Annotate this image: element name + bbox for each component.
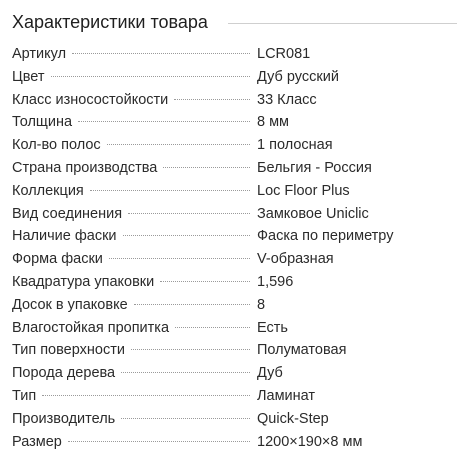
- spec-row: [12, 111, 457, 134]
- spec-label: Страна производства: [12, 159, 158, 176]
- dotted-leader: [175, 327, 250, 328]
- spec-label-cell: [12, 248, 253, 271]
- spec-label: Класс износостойкости: [12, 91, 169, 108]
- dotted-leader: [134, 304, 250, 305]
- spec-row: [12, 271, 457, 294]
- spec-value: Ламинат: [257, 387, 316, 404]
- dotted-leader: [160, 281, 250, 282]
- spec-value: LCR081: [257, 46, 311, 62]
- spec-value: Бельгия - Россия: [257, 159, 372, 176]
- section-header: [12, 8, 457, 36]
- spec-label-cell: [12, 43, 253, 66]
- spec-label: Толщина: [12, 114, 73, 131]
- spec-value: Дуб русский: [257, 68, 339, 85]
- spec-row: [12, 134, 457, 157]
- spec-label: Тип поверхности: [12, 342, 125, 359]
- dotted-leader: [128, 213, 250, 214]
- spec-label: Цвет: [12, 68, 45, 85]
- dotted-leader: [107, 144, 250, 145]
- spec-label-cell: [12, 157, 253, 180]
- dotted-leader: [51, 76, 251, 77]
- section-title: Характеристики товара: [12, 12, 208, 32]
- spec-label: Вид соединения: [12, 205, 123, 222]
- spec-label: Порода дерева: [12, 365, 116, 382]
- spec-label-cell: [12, 294, 253, 317]
- spec-label-cell: [12, 111, 253, 134]
- spec-row: [12, 89, 457, 112]
- spec-row: [12, 66, 457, 89]
- spec-row: [12, 157, 457, 180]
- dotted-leader: [174, 99, 250, 100]
- spec-row: [12, 317, 457, 340]
- spec-label-cell: [12, 362, 253, 385]
- dotted-leader: [121, 372, 250, 373]
- spec-label-cell: [12, 89, 253, 112]
- spec-row: [12, 248, 457, 271]
- spec-row: [12, 43, 457, 66]
- spec-label: Наличие фаски: [12, 228, 117, 245]
- spec-value: 8 мм: [257, 114, 290, 131]
- spec-label: Форма фаски: [12, 251, 103, 268]
- spec-label: Досок в упаковке: [12, 296, 128, 313]
- spec-value: Дуб: [257, 365, 283, 382]
- spec-value: 1200×190×8 мм: [257, 433, 363, 450]
- spec-label: Коллекция: [12, 182, 84, 199]
- spec-row: [12, 385, 457, 408]
- spec-label-cell: [12, 317, 253, 340]
- title-divider: [228, 23, 457, 24]
- spec-row: [12, 225, 457, 248]
- spec-label-cell: [12, 385, 253, 408]
- spec-value: 1 полосная: [257, 137, 333, 154]
- spec-value: 1,596: [257, 273, 294, 290]
- spec-label-cell: [12, 180, 253, 203]
- spec-label: Квадратура упаковки: [12, 273, 155, 290]
- spec-value: Фаска по периметру: [257, 228, 394, 245]
- spec-label-cell: [12, 225, 253, 248]
- dotted-leader: [131, 349, 250, 350]
- spec-label-cell: [12, 271, 253, 294]
- spec-row: [12, 362, 457, 385]
- spec-label: Производитель: [12, 410, 116, 427]
- spec-row: [12, 339, 457, 362]
- dotted-leader: [78, 121, 250, 122]
- spec-label: Размер: [12, 433, 62, 450]
- spec-value: Quick-Step: [257, 410, 329, 427]
- dotted-leader: [72, 53, 250, 54]
- dotted-leader: [121, 418, 250, 419]
- spec-row: [12, 180, 457, 203]
- spec-value: V-образная: [257, 251, 334, 268]
- spec-label-cell: [12, 66, 253, 89]
- spec-value: Loc Floor Plus: [257, 182, 350, 199]
- spec-row: [12, 294, 457, 317]
- spec-label-cell: [12, 203, 253, 226]
- spec-label: Тип: [12, 387, 37, 404]
- spec-value: 8: [257, 296, 266, 313]
- spec-row: [12, 203, 457, 226]
- spec-label: Кол-во полос: [12, 137, 101, 154]
- dotted-leader: [163, 167, 250, 168]
- spec-label-cell: [12, 431, 253, 453]
- spec-row: [12, 431, 457, 453]
- spec-value: Замковое Uniclic: [257, 205, 369, 222]
- dotted-leader: [90, 190, 250, 191]
- spec-label: Влагостойкая пропитка: [12, 319, 170, 336]
- dotted-leader: [123, 235, 250, 236]
- spec-value: 33 Класс: [257, 91, 317, 108]
- dotted-leader: [109, 258, 250, 259]
- spec-row: [12, 408, 457, 431]
- spec-value: Есть: [257, 319, 288, 336]
- specs-list: [12, 43, 457, 453]
- dotted-leader: [42, 395, 250, 396]
- spec-value: Полуматовая: [257, 342, 347, 359]
- spec-label-cell: [12, 134, 253, 157]
- spec-label: Артикул: [12, 46, 67, 62]
- spec-label-cell: [12, 408, 253, 431]
- spec-label-cell: [12, 339, 253, 362]
